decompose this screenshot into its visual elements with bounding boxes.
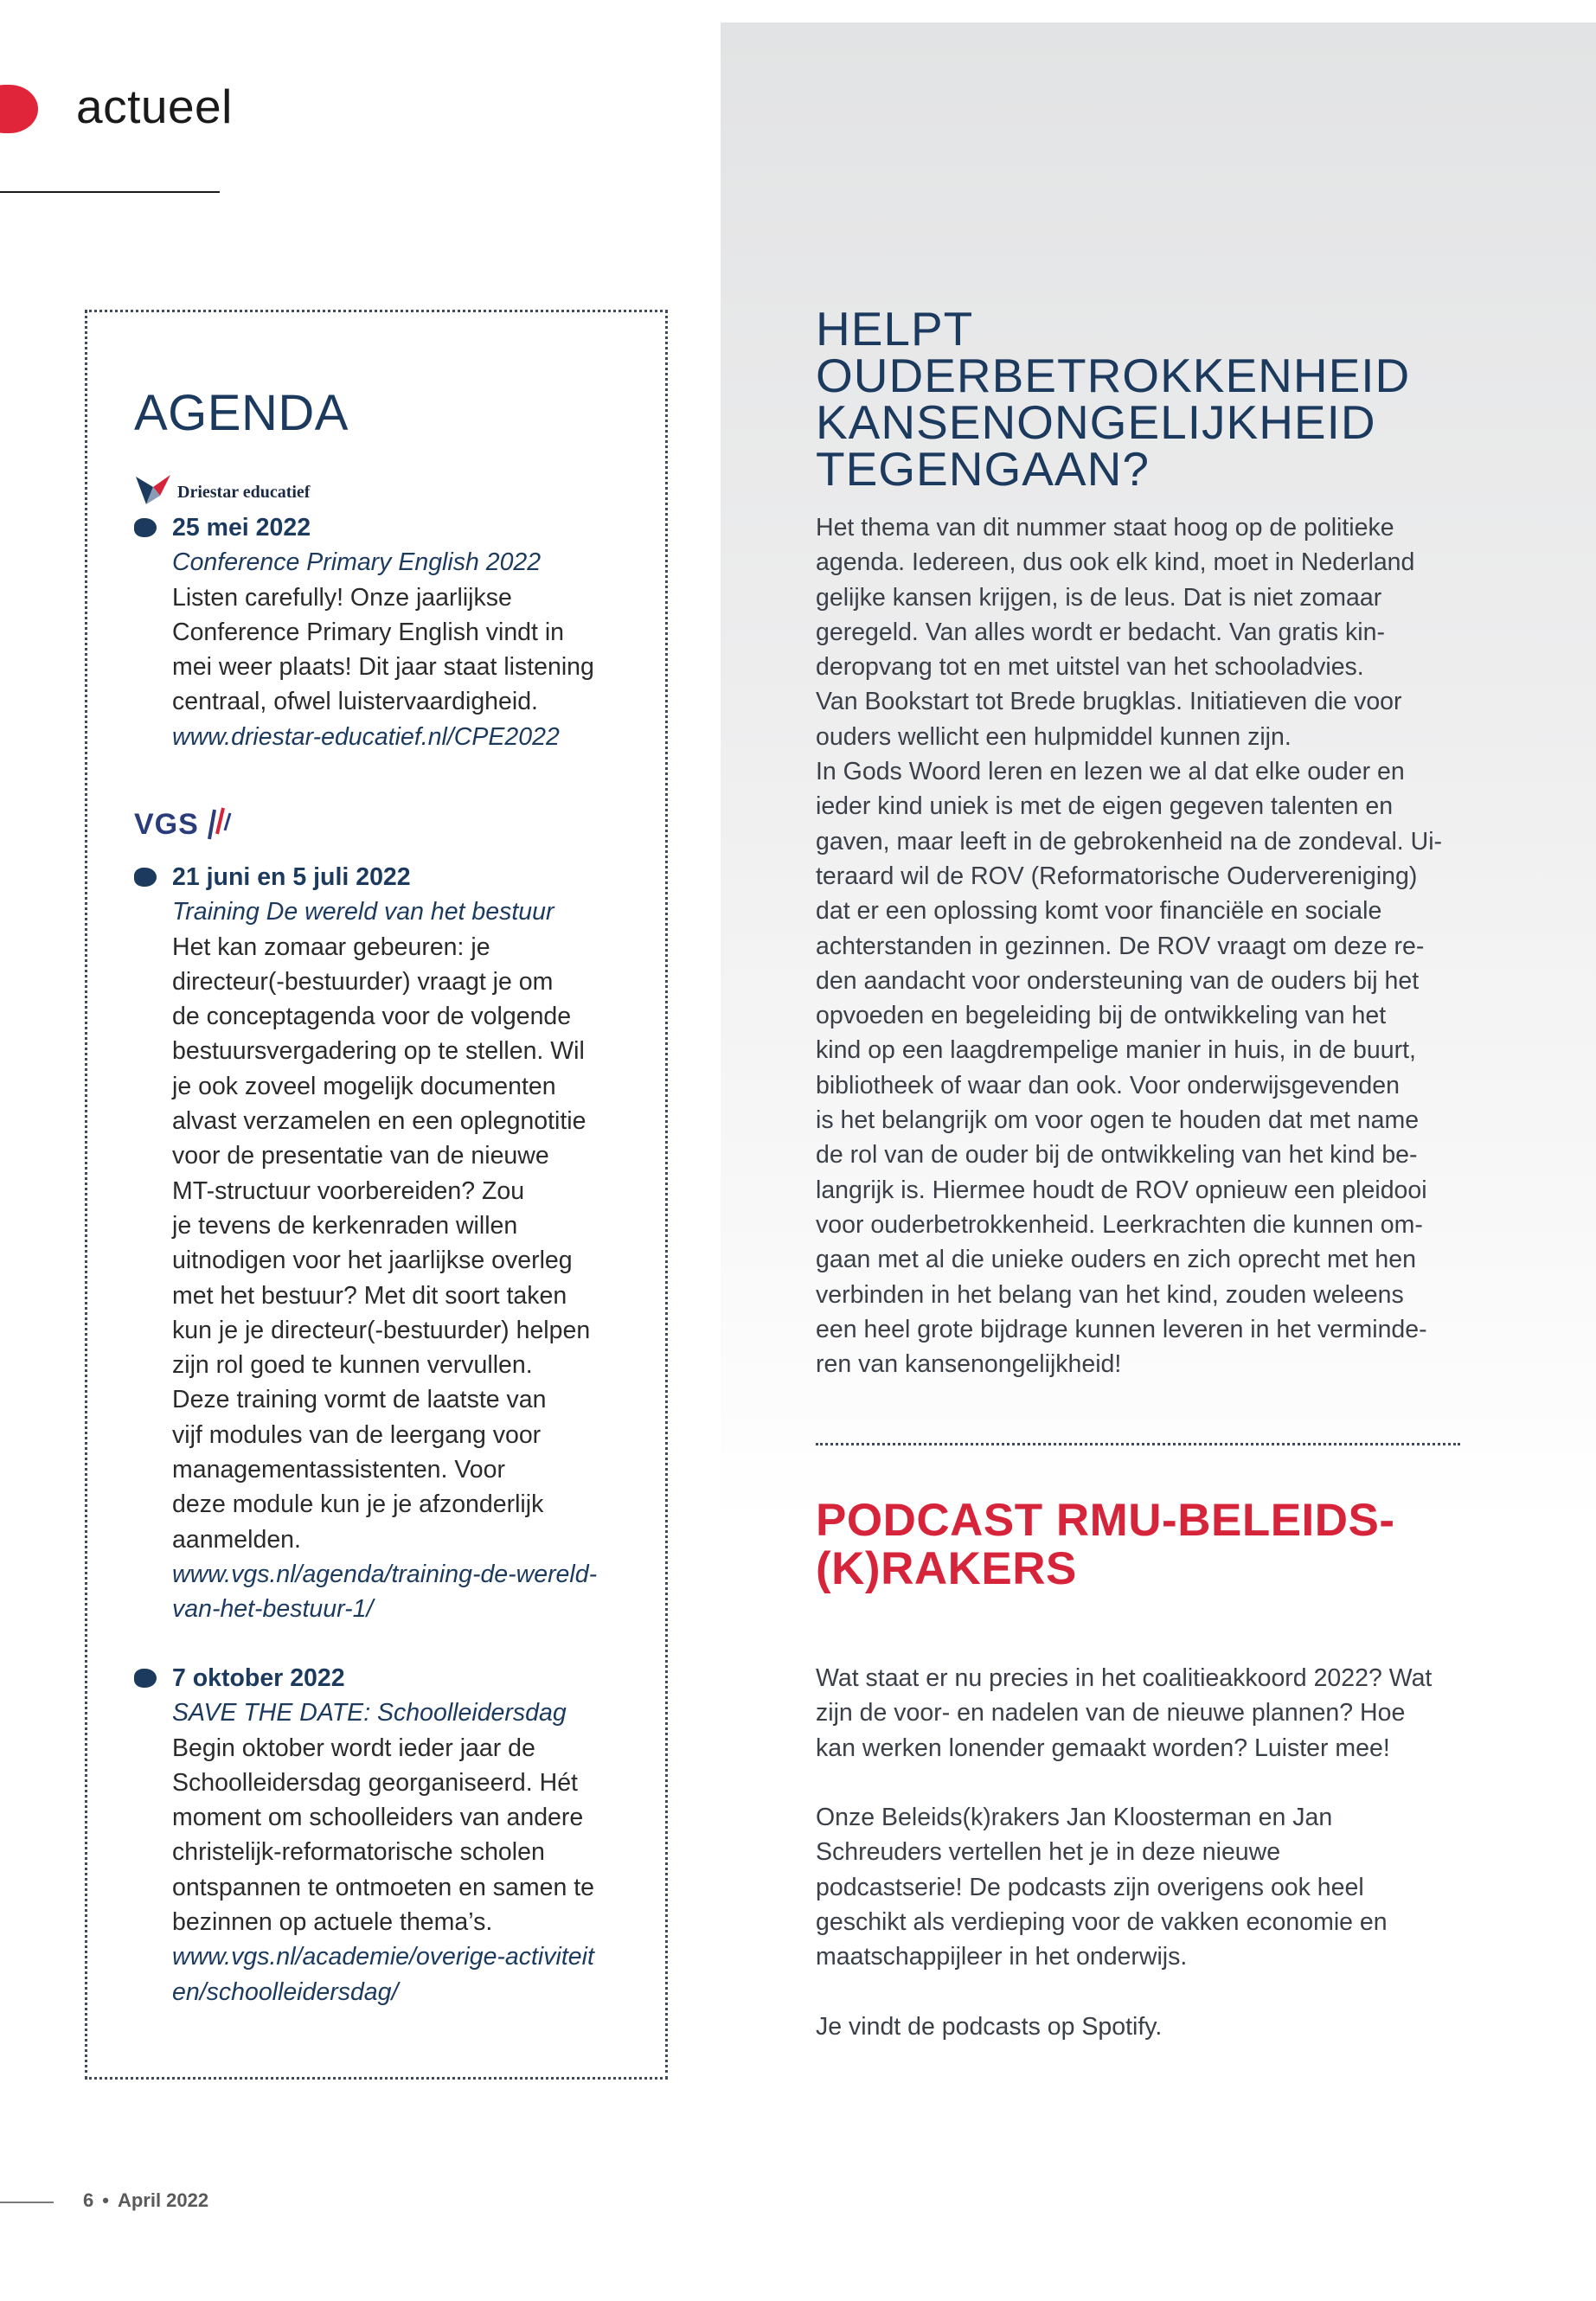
event-text-line: ontspannen te ontmoeten en samen te xyxy=(172,1873,595,1901)
event-text-line: Begin oktober wordt ieder jaar de xyxy=(172,1734,535,1762)
event-text-line: managementassistenten. Voor xyxy=(172,1456,505,1484)
podcast-line: podcastserie! De podcasts zijn overigens ook heel xyxy=(816,1873,1364,1901)
agenda-event-2 xyxy=(134,860,636,1627)
article-title xyxy=(816,302,1411,496)
event-link[interactable]: www.driestar-educatief.nl/CPE2022 xyxy=(172,722,560,751)
podcast-title-line: PODCAST RMU-BELEIDS- xyxy=(816,1495,1395,1546)
article-line: voor ouderbetrokkenheid. Leerkrachten die kunnen om- xyxy=(816,1210,1423,1239)
article-line: gelijke kansen krijgen, is de leus. Dat is niet zomaar xyxy=(816,583,1382,612)
podcast-line: Schreuders vertellen het je in deze nieuwe xyxy=(816,1838,1281,1867)
driestar-star-icon xyxy=(134,470,172,508)
bullet-icon xyxy=(134,868,157,887)
article-line: In Gods Woord leren en lezen we al dat elke ouder en xyxy=(816,758,1405,786)
page-number: 6 xyxy=(83,2189,94,2211)
article-title-line: KANSENONGELIJKHEID xyxy=(816,395,1376,449)
section-rule xyxy=(0,191,220,193)
event-text-line: alvast verzamelen en een oplegnotitie xyxy=(172,1107,586,1136)
podcast-line: Je vindt de podcasts op Spotify. xyxy=(816,2012,1163,2041)
article-line: ren van kansenongelijkheid! xyxy=(816,1350,1122,1379)
event-date: 7 oktober 2022 xyxy=(172,1664,345,1692)
agenda-event-3 xyxy=(134,1661,636,2009)
article-title-line: HELPT xyxy=(816,302,974,356)
article-line: kind op een laagdrempelige manier in huis, in de buurt, xyxy=(816,1036,1416,1065)
event-text-line: christelijk-reformatorische scholen xyxy=(172,1838,545,1867)
article-line: opvoeden en begeleiding bij de ontwikkeling van het xyxy=(816,1002,1387,1030)
event-text-line: voor de presentatie van de nieuwe xyxy=(172,1142,549,1170)
event-text-line: Conference Primary English vindt in xyxy=(172,618,565,646)
event-text-line: Schoolleidersdag georganiseerd. Hét xyxy=(172,1768,578,1797)
article-line: ouders wellicht een hulpmiddel kunnen zijn. xyxy=(816,722,1292,751)
event-link[interactable]: van-het-bestuur-1/ xyxy=(172,1595,374,1624)
article-line: achterstanden in gezinnen. De ROV vraagt om deze re- xyxy=(816,932,1425,960)
article-line: dat er een oplossing komt voor financiële en sociale xyxy=(816,897,1382,926)
article-line: verbinden in het belang van het kind, zouden weleens xyxy=(816,1280,1404,1309)
event-subtitle: Training De wereld van het bestuur xyxy=(172,898,554,926)
event-text-line: vijf modules van de leergang voor xyxy=(172,1420,542,1449)
driestar-logo-text: Driestar educatief xyxy=(177,482,311,502)
section-divider xyxy=(816,1443,1460,1445)
article-body xyxy=(816,510,1473,1381)
section-title: actueel xyxy=(76,80,233,133)
event-text-line: mei weer plaats! Dit jaar staat listening xyxy=(172,653,594,682)
podcast-line: geschikt als verdieping voor de vakken economie en xyxy=(816,1908,1388,1937)
article-line: een heel grote bijdrage kunnen leveren in het verminde- xyxy=(816,1315,1427,1343)
podcast-line: Onze Beleids(k)rakers Jan Kloosterman en Jan xyxy=(816,1804,1333,1832)
article-line: bibliotheek of waar dan ook. Voor onderwijsgevenden xyxy=(816,1071,1400,1099)
event-text-line: deze module kun je je afzonderlijk xyxy=(172,1490,544,1519)
event-subtitle: Conference Primary English 2022 xyxy=(172,548,542,577)
article-line: gaan met al die unieke ouders en zich oprecht met hen xyxy=(816,1246,1416,1274)
page-footer xyxy=(83,2189,208,2212)
article-line: den aandacht voor ondersteuning van de ouders bij het xyxy=(816,966,1420,995)
event-text-line: de conceptagenda voor de volgende xyxy=(172,1003,572,1031)
article-line: Van Bookstart tot Brede brugklas. Initiatieven die voor xyxy=(816,688,1402,716)
podcast-line: zijn de voor- en nadelen van de nieuwe plannen? Hoe xyxy=(816,1699,1406,1727)
event-text-line: zijn rol goed te kunnen vervullen. xyxy=(172,1351,533,1380)
article-line: langrijk is. Hiermee houdt de ROV opnieuw een pleidooi xyxy=(816,1176,1427,1204)
vgs-flag-icon xyxy=(202,804,232,844)
podcast-body xyxy=(816,1661,1473,2044)
event-text-line: je tevens de kerkenraden willen xyxy=(172,1211,518,1240)
footer-rule xyxy=(0,2202,54,2203)
footer-separator: • xyxy=(102,2189,109,2211)
article-line: gaven, maar leeft in de gebrokenheid na de zondeval. Ui- xyxy=(816,827,1443,856)
podcast-title-line: (K)RAKERS xyxy=(816,1543,1077,1594)
article-title-line: OUDERBETROKKENHEID xyxy=(816,349,1411,402)
article-line: ieder kind uniek is met de eigen gegeven talenten en xyxy=(816,792,1394,821)
event-link[interactable]: en/schoolleidersdag/ xyxy=(172,1977,399,2006)
event-link[interactable]: www.vgs.nl/agenda/training-de-wereld- xyxy=(172,1560,598,1588)
section-marker-icon xyxy=(0,85,38,133)
event-date: 21 juni en 5 juli 2022 xyxy=(172,863,411,891)
event-date: 25 mei 2022 xyxy=(172,514,311,542)
podcast-line: kan werken lonender gemaakt worden? Luister mee! xyxy=(816,1734,1390,1762)
vgs-logo xyxy=(134,803,232,846)
article-title-line: TEGENGAAN? xyxy=(816,442,1150,496)
article-line: is het belangrijk om voor ogen te houden dat met name xyxy=(816,1106,1420,1135)
bullet-icon xyxy=(134,518,157,537)
event-subtitle: SAVE THE DATE: Schoolleidersdag xyxy=(172,1699,567,1727)
event-text-line: uitnodigen voor het jaarlijkse overleg xyxy=(172,1247,573,1275)
event-text-line: directeur(-bestuurder) vraagt je om xyxy=(172,967,554,996)
event-text-line: kun je je directeur(-bestuurder) helpen xyxy=(172,1316,591,1344)
event-text-line: je ook zoveel mogelijk documenten xyxy=(172,1072,556,1100)
event-text-line: Deze training vormt de laatste van xyxy=(172,1386,547,1414)
article-line: Het thema van dit nummer staat hoog op de politieke xyxy=(816,514,1394,542)
issue-date: April 2022 xyxy=(117,2189,209,2211)
event-text-line: moment om schoolleiders van andere xyxy=(172,1804,584,1832)
event-text-line: Listen carefully! Onze jaarlijkse xyxy=(172,583,512,612)
event-text-line: aanmelden. xyxy=(172,1525,301,1554)
agenda-title: AGENDA xyxy=(134,385,349,441)
event-text-line: bestuursvergadering op te stellen. Wil xyxy=(172,1037,585,1066)
podcast-title xyxy=(816,1497,1395,1593)
agenda-event-1 xyxy=(134,510,636,754)
event-text-line: met het bestuur? Met dit soort taken xyxy=(172,1281,567,1310)
podcast-line: maatschappijleer in het onderwijs. xyxy=(816,1943,1188,1971)
event-text-line: MT-structuur voorbereiden? Zou xyxy=(172,1176,525,1205)
article-line: geregeld. Van alles wordt er bedacht. Van gratis kin- xyxy=(816,618,1385,646)
event-text-line: centraal, ofwel luistervaardigheid. xyxy=(172,688,538,716)
event-text-line: bezinnen op actuele thema’s. xyxy=(172,1908,493,1937)
event-link[interactable]: www.vgs.nl/academie/overige-activiteit xyxy=(172,1943,594,1971)
vgs-logo-text: VGS xyxy=(134,807,199,841)
podcast-line: Wat staat er nu precies in het coalitieakkoord 2022? Wat xyxy=(816,1664,1433,1692)
article-line: deropvang tot en met uitstel van het schooladvies. xyxy=(816,653,1364,682)
event-text-line: Het kan zomaar gebeuren: je xyxy=(172,933,490,961)
driestar-logo xyxy=(134,470,310,508)
article-line: teraard wil de ROV (Reformatorische Oudervereniging) xyxy=(816,862,1418,890)
article-line: agenda. Iedereen, dus ook elk kind, moet in Nederland xyxy=(816,548,1415,577)
bullet-icon xyxy=(134,1669,157,1688)
article-line: de rol van de ouder bij de ontwikkeling van het kind be- xyxy=(816,1141,1418,1170)
